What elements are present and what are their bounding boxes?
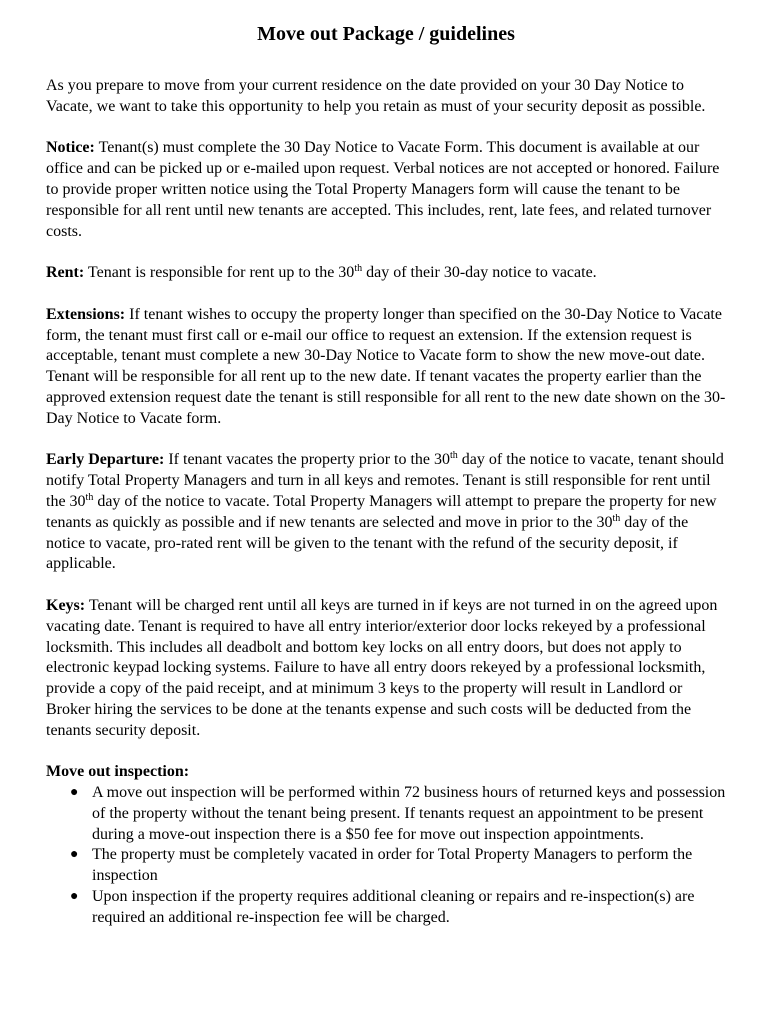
list-item-text: The property must be completely vacated in order for Total Property Managers to perform the inspection	[92, 846, 693, 885]
rent-text-a: Tenant is responsible for rent up to the 30	[84, 264, 355, 282]
bullet-icon: ●	[70, 847, 79, 863]
extensions-paragraph	[46, 305, 726, 430]
rent-text-b: day of their 30-day notice to vacate.	[362, 264, 597, 282]
notice-paragraph	[46, 138, 726, 242]
list-item	[46, 783, 726, 845]
bullet-icon: ●	[70, 889, 79, 905]
move-out-inspection-heading: Move out inspection:	[46, 763, 190, 781]
early-departure-label: Early Departure:	[46, 451, 165, 469]
early-departure-paragraph	[46, 450, 726, 575]
rent-ordinal-suffix: th	[354, 263, 363, 275]
list-item	[46, 845, 726, 887]
rent-label: Rent:	[46, 264, 85, 282]
intro-paragraph: As you prepare to move from your current residence on the date provided on your 30 Day Notice to Vacate, we want to take this opportunity to help you retain as must of your security deposit as possible.	[46, 77, 706, 115]
extensions-text: If tenant wishes to occupy the property longer than specified on the 30-Day Notice to Vacate form, the tenant must first call or e-mail our office to request an extension. If the extension request is acceptable, tenant must complete a new 30-Day Notice to Vacate form to show the new move-out date. Tenant will be responsible for all rent up to the new date. If tenant vacates the property earlier than the approved extension request date the tenant is still responsible for all rent to the new date shown on the 30-Day Notice to Vacate form.	[46, 305, 726, 427]
keys-paragraph	[46, 596, 726, 742]
early-departure-ordinal-suffix-a: th	[450, 450, 458, 462]
early-departure-text-c: day of the notice to vacate. Total Property Managers will attempt to prepare the property for new tenants as quickly as possible and if new tenants are selected and move in prior to the 30	[46, 492, 717, 531]
list-item-text: A move out inspection will be performed within 72 business hours of returned keys and possession of the property without the tenant being present. If tenants request an appointment to be present during a move-out inspection there is a $50 fee for move out inspection appointments.	[92, 784, 726, 843]
early-departure-ordinal-suffix-b: th	[85, 491, 94, 503]
extensions-label: Extensions:	[46, 305, 126, 323]
early-departure-text-d: day of the notice to vacate, pro-rated rent will be given to the tenant with the refund of the security deposit, if applicable.	[46, 513, 689, 573]
keys-text: Tenant will be charged rent until all keys are turned in if keys are not turned in on the agreed upon vacating date. Tenant is required to have all entry interior/exterior door locks rekeyed by a professional locksmith. This includes all deadbolt and bottom key locks on all entry doors, but does not apply to electronic keypad locking systems. Failure to have all entry doors rekeyed by a professional locksmith, provide a copy of the paid receipt, and at minimum 3 keys to the property will result in Landlord or Broker hiring the services to be done at the tenants expense and such costs will be deducted from the tenants security deposit.	[46, 596, 718, 739]
notice-text: Tenant(s) must complete the 30 Day Notice to Vacate Form. This document is available at our office and can be picked up or e-mailed upon request. Verbal notices are not accepted or honored. Failure to provide proper written notice using the Total Property Managers form will cause the tenant to be responsible for all rent until new tenants are accepted. This includes, rent, late fees, and related turnover costs.	[46, 139, 720, 240]
notice-label: Notice:	[46, 139, 95, 157]
move-out-inspection-list	[46, 783, 726, 929]
document-title: Move out Package / guidelines	[257, 23, 515, 45]
early-departure-text-b: day of the notice to vacate, tenant should notify Total Property Managers and turn in all keys and remotes. Tenant is still responsible for rent until the 30	[46, 451, 724, 510]
early-departure-ordinal-suffix-c: th	[612, 512, 621, 524]
list-item-text: Upon inspection if the property requires additional cleaning or repairs and re-inspection(s) are required an additional re-inspection fee will be charged.	[92, 888, 695, 926]
keys-label: Keys:	[46, 596, 86, 614]
rent-paragraph	[46, 263, 726, 284]
bullet-icon: ●	[70, 785, 79, 801]
early-departure-text-a: If tenant vacates the property prior to the 30	[164, 451, 451, 469]
list-item	[46, 887, 726, 929]
